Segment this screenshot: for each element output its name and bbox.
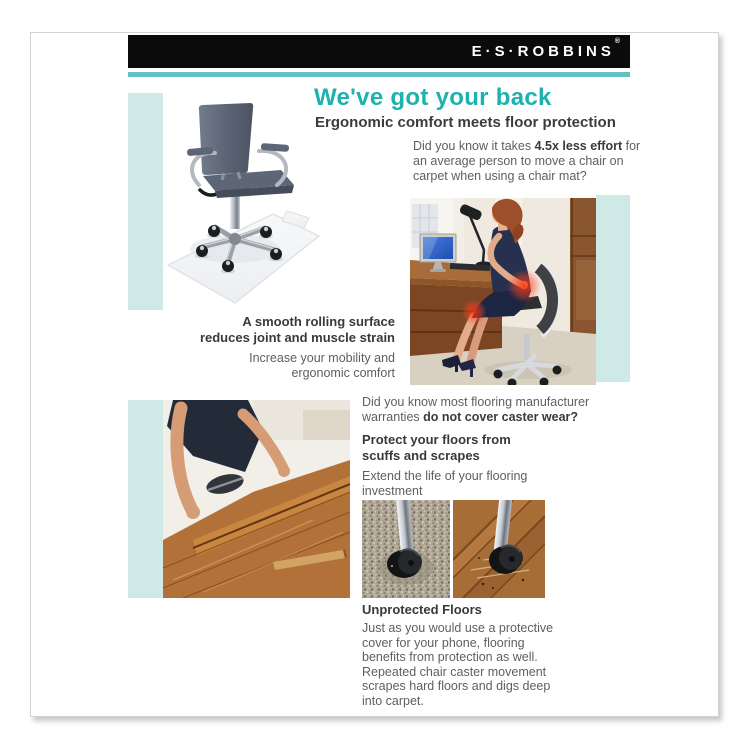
- caster-on-carpet-photo: [362, 500, 450, 598]
- accent-bar-right: [596, 195, 630, 382]
- flooring-photo: [163, 400, 350, 598]
- ergonomic-fact: [413, 139, 641, 184]
- ergonomic-fact-prefix: Did you know it takes: [413, 139, 535, 153]
- flooring-fact-prefix: Did you know most flooring manufacturer warranties: [362, 395, 590, 424]
- page-subtitle: Ergonomic comfort meets floor protection: [315, 114, 616, 131]
- accent-bar-top-left: [128, 93, 163, 310]
- page-title: We've got your back: [314, 84, 552, 111]
- floor-benefit-heading: Protect your floors from scuffs and scrapes: [362, 432, 511, 463]
- registered-mark: ®: [614, 38, 620, 45]
- back-pain-photo: [410, 198, 596, 385]
- ergonomic-fact-suffix: for an average person to move a chair on carpet when using a chair mat?: [413, 139, 641, 183]
- flooring-install-illustration: [163, 400, 350, 598]
- flooring-fact-bold: do not cover caster wear?: [423, 410, 579, 424]
- teal-divider: [128, 72, 630, 77]
- caption-body: Just as you would use a protective cover for your phone, flooring benefits from protection as well. Repeated chair caster movement scrapes hard floors and digs deep into carpet.: [362, 621, 554, 708]
- brand-logo: [472, 35, 630, 68]
- caster-on-hardwood-photo: [453, 500, 545, 598]
- accent-bar-bottom-left: [128, 400, 163, 598]
- flooring-fact: [362, 395, 602, 425]
- chair-on-mat-image: [163, 93, 323, 315]
- brand-bar: [128, 35, 630, 68]
- ergonomic-fact-bold: 4.5x less effort: [534, 139, 623, 153]
- caster-photos: [362, 500, 545, 598]
- woman-back-pain-illustration: [410, 198, 596, 385]
- office-chair-on-mat-illustration: [163, 93, 323, 315]
- floor-benefit-text: Extend the life of your flooring investment: [362, 469, 528, 498]
- ergonomic-benefit-heading: A smooth rolling surface reduces joint and muscle strain: [199, 314, 395, 345]
- ergonomic-benefit-text: Increase your mobility and ergonomic comfort: [249, 351, 395, 380]
- brand-logo-text: E·S·ROBBINS: [471, 43, 615, 60]
- caption-title: Unprotected Floors: [362, 602, 482, 617]
